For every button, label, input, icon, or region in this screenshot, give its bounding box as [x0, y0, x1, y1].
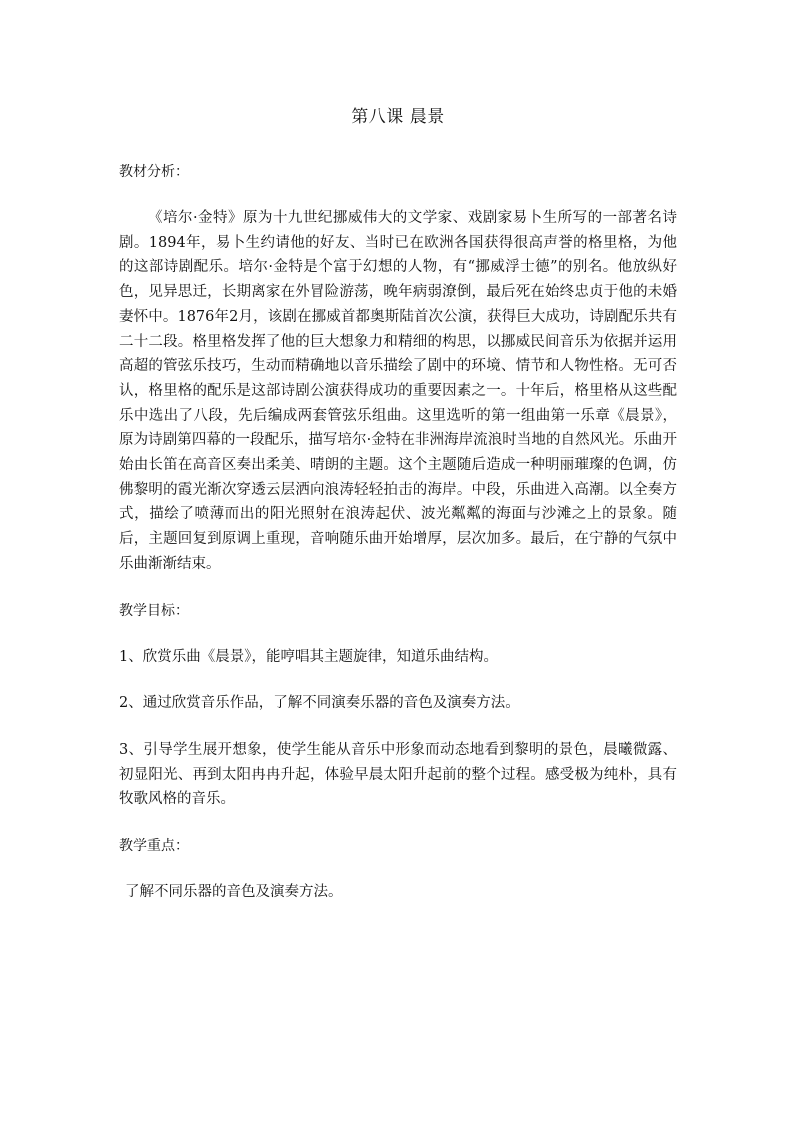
objective-item-2: 2、通过欣赏音乐作品，了解不同演奏乐器的音色及演奏方法。	[119, 695, 520, 712]
analysis-paragraph: 《培尔·金特》原为十九世纪挪威伟大的文学家、戏剧家易卜生所写的一部著名诗剧。1894年，易卜生约请他的好友、当时已在欧洲各国获得很高声誉的格里格，为他的这部诗剧配乐。培尔·金特是个富于幻想的人物，有“挪威浮士德”的别名。他放纵好色，见异思迁，长期离家在外冒险游荡，晚年病弱潦倒，最后死在始终忠贞于他的未婚妻怀中。1876年2月，该剧在挪威首都奥斯陆首次公演，获得巨大成功，诗剧配乐共有二十二段。格里格发挥了他的巨大想象力和精细的构思，以挪威民间音乐为依据并运用高超的管弦乐技巧，生动而精确地以音乐描绘了剧中的环境、情节和人物性格。无可否认，格里格的配乐是这部诗剧公演获得成功的重要因素之一。十年后，格里格从这些配乐中选出了八段，先后编成两套管弦乐组曲。这里选听的第一组曲第一乐章《晨景》，原为诗剧第四幕的一段配乐，描写培尔·金特在非洲海岸流浪时当地的自然风光。乐曲开始由长笛在高音区奏出柔美、晴朗的主题。这个主题随后造成一种明丽璀璨的色调，仿佛黎明的霞光渐次穿透云层洒向浪涛轻轻拍击的海岸。中段，乐曲进入高潮。以全奏方式，描绘了喷薄而出的阳光照射在浪涛起伏、波光粼粼的海面与沙滩之上的景象。随后，主题回复到原调上重现，音响随乐曲开始增厚，层次加多。最后，在宁静的气氛中乐曲渐渐结束。	[119, 210, 677, 572]
key-points-text: 了解不同乐器的音色及演奏方法。	[125, 884, 343, 901]
analysis-heading: 教材分析：	[119, 164, 189, 180]
document-content	[119, 104, 677, 927]
objective-item-1: 1、欣赏乐曲《晨景》，能哼唱其主题旋律，知道乐曲结构。	[119, 648, 498, 665]
document-title: 第八课 晨景	[351, 107, 445, 127]
key-points-heading: 教学重点：	[119, 838, 189, 855]
objective-item-3: 3、引导学生展开想象，使学生能从音乐中形象而动态地看到黎明的景色，晨曦微露、初显阳光、再到太阳冉冉升起，体验早晨太阳升起前的整个过程。感受极为纯朴，具有牧歌风格的音乐。	[119, 741, 677, 808]
objectives-heading: 教学目标：	[119, 602, 189, 619]
